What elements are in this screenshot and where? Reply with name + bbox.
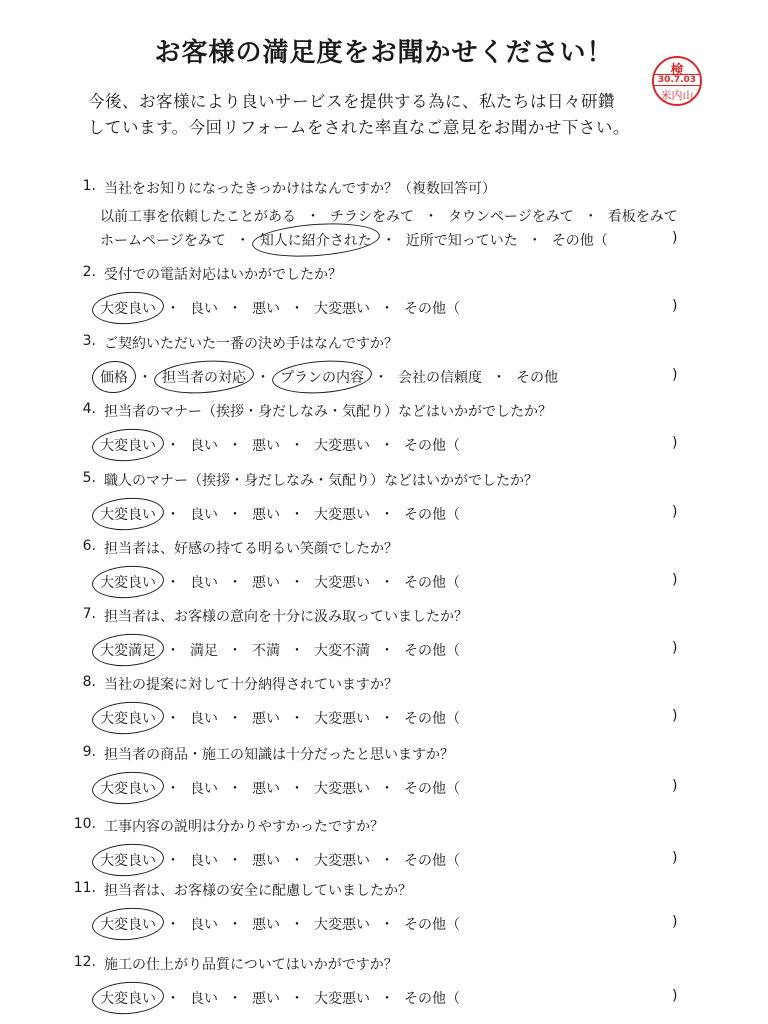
answer-option[interactable]: 大変悪い	[314, 507, 370, 523]
option-separator: ・	[290, 711, 304, 727]
option-separator: ・	[166, 507, 180, 523]
answer-option[interactable]: 大変良い	[100, 507, 156, 523]
answer-option[interactable]: その他（	[404, 853, 460, 869]
option-separator: ・	[381, 233, 396, 249]
option-separator: ・	[228, 853, 242, 869]
answer-option[interactable]: その他（	[404, 575, 460, 591]
option-separator: ・	[228, 438, 242, 454]
option-separator: ・	[256, 370, 270, 386]
answer-option[interactable]: 大変悪い	[314, 991, 370, 1007]
option-separator: ・	[380, 781, 394, 797]
option-separator: ・	[290, 917, 304, 933]
option-separator: ・	[228, 575, 242, 591]
answer-option[interactable]: 会社の信頼度	[398, 370, 482, 386]
answer-options	[100, 504, 460, 524]
answer-option[interactable]: 良い	[190, 438, 218, 454]
option-separator: ・	[166, 917, 180, 933]
close-paren: )	[672, 640, 678, 656]
close-paren: )	[672, 298, 678, 314]
option-separator: ・	[380, 438, 394, 454]
option-separator: ・	[380, 301, 394, 317]
option-separator: ・	[380, 575, 394, 591]
close-paren: )	[672, 435, 678, 451]
answer-option[interactable]: 悪い	[252, 438, 280, 454]
question-text: 担当者は、好感の持てる明るい笑顔でしたか？	[104, 541, 398, 557]
option-separator: ・	[583, 209, 598, 225]
option-separator: ・	[290, 781, 304, 797]
answer-option[interactable]: 悪い	[252, 507, 280, 523]
answer-options	[100, 640, 460, 660]
option-separator: ・	[138, 370, 152, 386]
stamp-inspection-mark: 検	[670, 63, 684, 78]
stamp-date: 30.7.03	[654, 74, 700, 86]
answer-options	[100, 778, 460, 798]
question-text: 当社の提案に対して十分納得されていますか？	[104, 677, 398, 693]
question-number: 3.	[82, 333, 96, 349]
option-separator: ・	[290, 575, 304, 591]
option-separator: ・	[166, 781, 180, 797]
close-paren: )	[672, 230, 678, 246]
option-separator: ・	[380, 991, 394, 1007]
question-number: 7.	[82, 606, 96, 622]
answer-option[interactable]: その他（	[404, 438, 460, 454]
intro-line-2: しています。今回リフォームをされた率直なご意見をお聞かせ下さい。	[88, 118, 630, 137]
option-separator: ・	[380, 853, 394, 869]
answer-option[interactable]: 看板をみて	[607, 209, 678, 225]
answer-option[interactable]: 悪い	[252, 853, 280, 869]
answer-option[interactable]: 担当者の対応	[162, 370, 246, 386]
inspection-stamp	[652, 56, 702, 106]
answer-options	[100, 435, 460, 455]
answer-option[interactable]: 大変良い	[100, 917, 156, 933]
option-separator: ・	[166, 643, 180, 659]
option-separator: ・	[228, 643, 242, 659]
answer-option[interactable]: プランの内容	[280, 370, 364, 386]
answer-option[interactable]: 良い	[190, 781, 218, 797]
answer-options	[100, 850, 460, 870]
answer-option[interactable]: 大変不満	[314, 643, 370, 659]
close-paren: )	[672, 850, 678, 866]
answer-option[interactable]: タウンページをみて	[448, 209, 574, 225]
answer-option[interactable]: 大変良い	[100, 711, 156, 727]
answer-option[interactable]: 知人に紹介された	[259, 233, 372, 249]
question-text: 受付での電話対応はいかがでしたか？	[104, 267, 342, 283]
option-separator: ・	[228, 917, 242, 933]
option-separator: ・	[228, 781, 242, 797]
answer-option[interactable]: ホームページをみて	[100, 233, 226, 249]
option-separator: ・	[527, 233, 542, 249]
answer-option[interactable]: 悪い	[252, 301, 280, 317]
question-number: 8.	[82, 674, 96, 690]
answer-option[interactable]: その他（	[404, 991, 460, 1007]
answer-options	[100, 572, 460, 592]
question-text: 職人のマナー（挨拶・身だしなみ・気配り）などはいかがでしたか？	[104, 473, 538, 489]
option-separator: ・	[290, 853, 304, 869]
answer-option[interactable]: 大変良い	[100, 991, 156, 1007]
answer-option[interactable]: 良い	[190, 301, 218, 317]
answer-option[interactable]: 良い	[190, 917, 218, 933]
option-separator: ・	[228, 301, 242, 317]
question-number: 9.	[82, 744, 96, 760]
answer-option[interactable]: 大変悪い	[314, 711, 370, 727]
option-separator: ・	[228, 711, 242, 727]
answer-option[interactable]: 大変悪い	[314, 781, 370, 797]
option-separator: ・	[380, 507, 394, 523]
answer-option[interactable]: 大変良い	[100, 575, 156, 591]
option-separator: ・	[166, 301, 180, 317]
answer-option[interactable]: 以前工事を依頼したことがある	[100, 209, 296, 225]
option-separator: ・	[228, 507, 242, 523]
option-separator: ・	[290, 643, 304, 659]
answer-option[interactable]: その他	[516, 370, 558, 386]
answer-option[interactable]: 悪い	[252, 991, 280, 1007]
option-separator: ・	[374, 370, 388, 386]
question-text: 施工の仕上がり品質についてはいかがですか？	[104, 957, 398, 973]
answer-option[interactable]: その他（	[404, 781, 460, 797]
answer-option[interactable]: 大変満足	[100, 643, 156, 659]
answer-option[interactable]: 大変悪い	[314, 853, 370, 869]
option-separator: ・	[235, 233, 250, 249]
close-paren: )	[672, 367, 678, 383]
close-paren: )	[672, 778, 678, 794]
answer-option[interactable]: 価格	[100, 370, 128, 386]
question-text: 担当者は、お客様の安全に配慮していましたか？	[104, 883, 412, 899]
answer-option[interactable]: 不満	[252, 643, 280, 659]
question-text: 担当者のマナー（挨拶・身だしなみ・気配り）などはいかがでしたか？	[104, 404, 552, 420]
close-paren: )	[672, 572, 678, 588]
question-number: 4.	[82, 401, 96, 417]
option-separator: ・	[380, 643, 394, 659]
answer-option[interactable]: その他（	[404, 301, 460, 317]
option-separator: ・	[166, 438, 180, 454]
answer-option[interactable]: 悪い	[252, 711, 280, 727]
answer-option[interactable]: 大変良い	[100, 853, 156, 869]
option-separator: ・	[424, 209, 438, 225]
stamp-name: 米内山	[660, 89, 694, 102]
answer-option[interactable]: 近所で知っていた	[405, 233, 518, 249]
answer-option[interactable]: 良い	[190, 991, 218, 1007]
answer-options	[100, 988, 460, 1008]
answer-option[interactable]: 大変良い	[100, 301, 156, 317]
question-number: 6.	[82, 538, 96, 554]
option-separator: ・	[380, 917, 394, 933]
option-separator: ・	[290, 301, 304, 317]
answer-options	[100, 230, 608, 250]
question-number: 5.	[82, 470, 96, 486]
answer-option[interactable]: 満足	[190, 643, 218, 659]
answer-option[interactable]: 大変良い	[100, 438, 156, 454]
answer-option[interactable]: その他（	[404, 917, 460, 933]
answer-options	[100, 367, 558, 387]
answer-option[interactable]: 良い	[190, 507, 218, 523]
question-text: 工事内容の説明は分かりやすかったですか？	[104, 819, 384, 835]
answer-option[interactable]: 大変悪い	[314, 575, 370, 591]
answer-option[interactable]: 良い	[190, 853, 218, 869]
answer-options	[100, 206, 678, 226]
close-paren: )	[672, 988, 678, 1004]
question-number: 12.	[73, 954, 96, 970]
answer-options	[100, 298, 460, 318]
answer-option[interactable]: その他（	[404, 507, 460, 523]
option-separator: ・	[166, 711, 180, 727]
question-text: 担当者の商品・施工の知識は十分だったと思いますか？	[104, 747, 454, 763]
answer-option[interactable]: その他（	[404, 711, 460, 727]
answer-option[interactable]: 大変悪い	[314, 438, 370, 454]
close-paren: )	[672, 914, 678, 930]
question-number: 1.	[82, 178, 96, 194]
answer-option[interactable]: その他（	[404, 643, 460, 659]
option-separator: ・	[166, 991, 180, 1007]
answer-option[interactable]: 悪い	[252, 575, 280, 591]
answer-options	[100, 914, 460, 934]
question-number: 10.	[73, 816, 96, 832]
question-number: 11.	[73, 880, 96, 896]
option-separator: ・	[166, 853, 180, 869]
answer-options	[100, 708, 460, 728]
question-text: ご契約いただいた一番の決め手はなんですか？	[104, 336, 398, 352]
option-separator: ・	[228, 991, 242, 1007]
close-paren: )	[672, 708, 678, 724]
option-separator: ・	[306, 209, 320, 225]
answer-option[interactable]: 悪い	[252, 781, 280, 797]
question-number: 2.	[82, 264, 96, 280]
answer-option[interactable]: 大変悪い	[314, 301, 370, 317]
question-text: 当社をお知りになったきっかけはなんですか？（複数回答可）	[104, 181, 496, 197]
answer-option[interactable]: その他（	[551, 233, 608, 249]
answer-option[interactable]: 大変良い	[100, 781, 156, 797]
answer-option[interactable]: 悪い	[252, 917, 280, 933]
page-title: お客様の満足度をお聞かせください！	[154, 38, 614, 68]
option-separator: ・	[290, 991, 304, 1007]
answer-option[interactable]: 良い	[190, 711, 218, 727]
intro-line-1: 今後、お客様により良いサービスを提供する為に、私たちは日々研鑽	[88, 92, 615, 111]
option-separator: ・	[380, 711, 394, 727]
question-text: 担当者は、お客様の意向を十分に汲み取っていましたか？	[104, 609, 468, 625]
option-separator: ・	[290, 438, 304, 454]
option-separator: ・	[290, 507, 304, 523]
option-separator: ・	[492, 370, 506, 386]
answer-option[interactable]: 大変悪い	[314, 917, 370, 933]
close-paren: )	[672, 504, 678, 520]
answer-option[interactable]: チラシをみて	[330, 209, 414, 225]
answer-option[interactable]: 良い	[190, 575, 218, 591]
option-separator: ・	[166, 575, 180, 591]
